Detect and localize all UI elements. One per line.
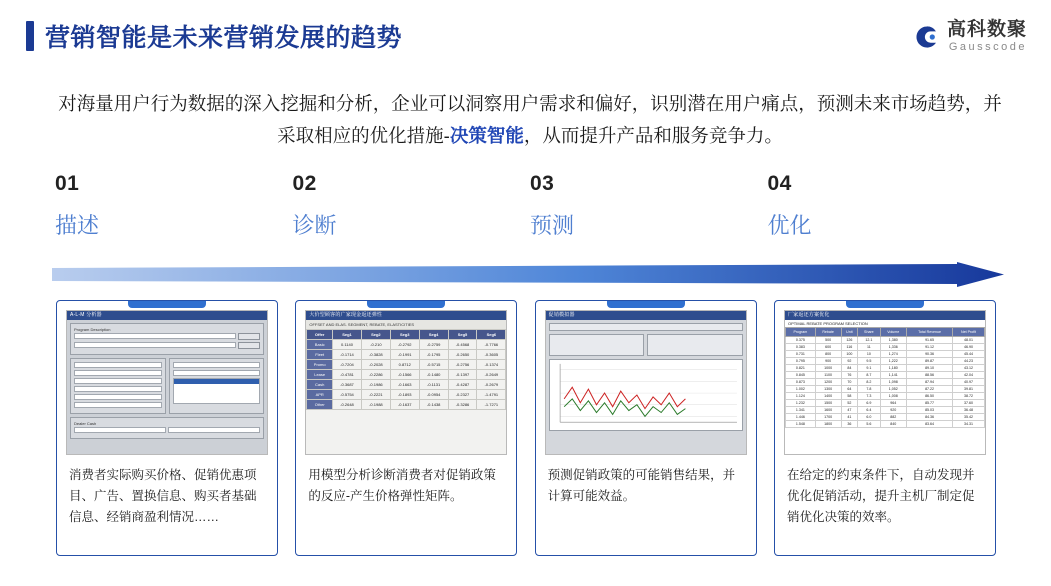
- cell: 0.873: [785, 379, 815, 386]
- cell: 6.0: [858, 414, 880, 421]
- cell: 89.87: [907, 358, 953, 365]
- screenshot-titlebar: 大价型顾客的广家现金返还弹性: [306, 311, 506, 320]
- cell: 0.383: [785, 344, 815, 351]
- action-button[interactable]: [238, 342, 260, 349]
- step-item-3: [530, 172, 768, 240]
- screenshot-titlebar: A-L-M 分析器: [67, 311, 267, 320]
- chart-svg: [550, 360, 742, 430]
- table-row: [785, 400, 984, 407]
- logo-name-en: Gausscode: [948, 41, 1027, 53]
- cell: 1700: [815, 414, 841, 421]
- logo-name-cn: 高科数聚: [946, 19, 1027, 40]
- incentives-panel: [169, 358, 265, 414]
- table-row: [785, 358, 984, 365]
- cell: 1,180: [880, 365, 907, 372]
- cell: 1.548: [785, 421, 815, 428]
- cell: -0.1397: [448, 370, 477, 380]
- table-row: [307, 350, 506, 360]
- text-field[interactable]: [74, 427, 166, 433]
- screenshot-subtitle: OPTIMAL REBATE PROGRAM SELECTION: [787, 321, 868, 326]
- cell: 1300: [815, 386, 841, 393]
- cell: -0.2028: [361, 360, 390, 370]
- card-tab: [607, 300, 685, 308]
- cell: 85.03: [907, 407, 953, 414]
- cell: -0.5754: [333, 390, 362, 400]
- cell: 42.04: [953, 372, 985, 379]
- cell: -0.7204: [333, 360, 362, 370]
- row-header: Cash: [307, 380, 333, 390]
- cell: 92: [841, 358, 858, 365]
- cell: -0.3286: [448, 400, 477, 410]
- cell: -0.4287: [448, 380, 477, 390]
- cell: 89.10: [907, 365, 953, 372]
- col-header: Seg5: [448, 330, 477, 340]
- cell: 5.6: [858, 421, 880, 428]
- cell: 91.12: [907, 344, 953, 351]
- cell: -0.1480: [419, 370, 448, 380]
- screenshot-subtitle: OFFSET AND ELAS. SEGMENT, REBATE, ELASTICITIES: [306, 320, 506, 329]
- cell: 500: [815, 337, 841, 344]
- cell: 48.01: [953, 337, 985, 344]
- cell: 46.90: [953, 344, 985, 351]
- cell: 85.77: [907, 400, 953, 407]
- cell: 37.60: [953, 400, 985, 407]
- cell: -0.210: [361, 340, 390, 350]
- arrow-icon: [52, 262, 1004, 288]
- cell: -0.2792: [390, 340, 419, 350]
- cell: -0.3687: [333, 380, 362, 390]
- cell: 45.44: [953, 351, 985, 358]
- cell: 39.81: [953, 386, 985, 393]
- cell: -0.2679: [477, 380, 506, 390]
- progress-arrow: [52, 262, 1004, 288]
- cell: -0.1893: [390, 390, 419, 400]
- cell: 1,052: [880, 386, 907, 393]
- table-row: [785, 337, 984, 344]
- table-row: [307, 340, 506, 350]
- card-caption: 预测促销政策的可能销售结果，并计算可能效益。: [547, 468, 736, 503]
- cell: 0.731: [785, 351, 815, 358]
- card-optimize[interactable]: [774, 300, 996, 556]
- cell: 1.232: [785, 400, 815, 407]
- cell: 40.97: [953, 379, 985, 386]
- cell: 44.23: [953, 358, 985, 365]
- cell: 58: [841, 393, 858, 400]
- cell: 86.50: [907, 393, 953, 400]
- cell: -0.2648: [333, 400, 362, 410]
- row-header: APR: [307, 390, 333, 400]
- col-header: Seg1: [333, 330, 362, 340]
- table-row: [785, 393, 984, 400]
- table-row: [307, 400, 506, 410]
- text-field[interactable]: [173, 370, 261, 376]
- screenshot-body: [546, 320, 746, 454]
- text-field[interactable]: [74, 370, 162, 376]
- col-header: Total Revenue: [907, 328, 953, 337]
- text-field[interactable]: [74, 342, 236, 348]
- step-item-1: [55, 172, 293, 240]
- cell: 800: [815, 351, 841, 358]
- lead-paragraph: [55, 88, 1005, 152]
- action-button[interactable]: [238, 333, 260, 340]
- options-panel[interactable]: [647, 334, 743, 356]
- cell: 90.36: [907, 351, 953, 358]
- cell: 84: [841, 365, 858, 372]
- table-row: [307, 380, 506, 390]
- cell: -0.3828: [361, 350, 390, 360]
- cell: 7.3: [858, 393, 880, 400]
- text-field[interactable]: [74, 378, 162, 384]
- cell: -0.1714: [333, 350, 362, 360]
- table-row: [785, 379, 984, 386]
- screenshot-body: [785, 320, 985, 454]
- card-screenshot-4: [784, 310, 986, 455]
- brand-logo: [914, 20, 1027, 53]
- col-header: Seg6: [477, 330, 506, 340]
- lead-highlight: 决策智能: [449, 125, 524, 146]
- page-title: [26, 18, 402, 54]
- cell: 882: [880, 414, 907, 421]
- settings-panel[interactable]: [549, 334, 645, 356]
- cell: -0.4781: [333, 370, 362, 380]
- cell: 8.2: [858, 379, 880, 386]
- table-header-row: [785, 328, 984, 337]
- table-row: [785, 365, 984, 372]
- cell: 0.845: [785, 372, 815, 379]
- cell: 1,222: [880, 358, 907, 365]
- cell: 1,380: [880, 337, 907, 344]
- step-label: 优化: [767, 213, 812, 238]
- cell: 1.124: [785, 393, 815, 400]
- col-header: Seg3: [390, 330, 419, 340]
- field-row: [74, 386, 162, 392]
- cell: -0.1991: [390, 350, 419, 360]
- step-label: 诊断: [292, 213, 337, 238]
- step-number: 01: [55, 172, 80, 195]
- cell: 100: [841, 351, 858, 358]
- card-screenshot-3: [545, 310, 747, 455]
- text-field[interactable]: [74, 362, 162, 368]
- cell: 0.1140: [333, 340, 362, 350]
- card-list: [56, 300, 996, 556]
- col-header: Net Profit: [953, 328, 985, 337]
- cell: -1.7271: [477, 400, 506, 410]
- field-row: [74, 402, 162, 408]
- cell: 1600: [815, 407, 841, 414]
- field-row: [74, 342, 260, 349]
- card-caption: 在给定的约束条件下，自动发现并优化促销活动，提升主机厂制定促销优化决策的效率。: [786, 468, 975, 524]
- table-row: [307, 360, 506, 370]
- cell: 35.42: [953, 414, 985, 421]
- cell: 600: [815, 344, 841, 351]
- card-tab: [128, 300, 206, 308]
- title-text: 营销智能是未来营销发展的趋势: [45, 24, 403, 52]
- elasticity-table: [306, 329, 506, 410]
- cell: 9.5: [858, 358, 880, 365]
- cell: 9.1: [858, 365, 880, 372]
- text-field[interactable]: [74, 394, 162, 400]
- table-row: [785, 344, 984, 351]
- cell: 7.8: [858, 386, 880, 393]
- cell: 1000: [815, 365, 841, 372]
- cell: -0.7766: [477, 340, 506, 350]
- cell: -0.1795: [419, 350, 448, 360]
- cell: 52: [841, 400, 858, 407]
- table-row: [307, 390, 506, 400]
- cell: 83.64: [907, 421, 953, 428]
- cell: 1,008: [880, 393, 907, 400]
- dealer-cash-panel: [70, 417, 264, 439]
- cell: 126: [841, 337, 858, 344]
- field-row: [74, 362, 162, 368]
- cell: -0.2221: [361, 390, 390, 400]
- cell: 84.36: [907, 414, 953, 421]
- text-field[interactable]: [168, 427, 260, 433]
- cell: -0.2649: [477, 370, 506, 380]
- col-header: Seg4: [419, 330, 448, 340]
- gausscode-logo-icon: [914, 24, 940, 50]
- row-header: Basic: [307, 340, 333, 350]
- cell: 36: [841, 421, 858, 428]
- cell: 0.795: [785, 358, 815, 365]
- cell: 87.94: [907, 379, 953, 386]
- text-field[interactable]: [74, 402, 162, 408]
- step-number: 04: [767, 172, 792, 195]
- title-accent-bar: [26, 21, 34, 51]
- field-row: [74, 370, 162, 376]
- field-row: [74, 394, 162, 400]
- lead-part-1: 对海量用户行为数据的深入挖掘和分析，企业可以洞察用户需求和偏好，识别潜在用户痛点，预测未来市场趋势，并采取相应的优化措施-: [58, 93, 1002, 146]
- panel-label: Program Description: [74, 327, 111, 332]
- cell: 1,141: [880, 372, 907, 379]
- parameters-panel: [70, 358, 166, 414]
- step-item-4: [768, 172, 1006, 240]
- col-header: Volume: [880, 328, 907, 337]
- screenshot-titlebar: 促销模拟器: [546, 311, 746, 320]
- cell: -0.5715: [419, 360, 448, 370]
- step-label: 描述: [55, 213, 100, 238]
- card-caption: 用模型分析诊断消费者对促销政策的反应-产生价格弹性矩阵。: [308, 468, 496, 503]
- table-row: [785, 421, 984, 428]
- col-header: Share: [858, 328, 880, 337]
- cell: 0.8712: [390, 360, 419, 370]
- selection-listbox[interactable]: [173, 378, 261, 404]
- cell: -1.4791: [477, 390, 506, 400]
- cell: 1.446: [785, 414, 815, 421]
- cell: 8.7: [858, 372, 880, 379]
- cell: 70: [841, 379, 858, 386]
- field-row: [173, 362, 261, 368]
- cell: 1,336: [880, 344, 907, 351]
- cell: 920: [880, 407, 907, 414]
- toolbar-strip[interactable]: [549, 323, 743, 331]
- card-caption: 消费者实际购买价格、促销优惠项目、广告、置换信息、购买者基础信息、经销商盈利情况……: [69, 468, 257, 524]
- cell: -0.2327: [448, 390, 477, 400]
- cell: 1400: [815, 393, 841, 400]
- screenshot-titlebar: 厂家返还方案优化: [785, 311, 985, 320]
- cell: -0.1986: [361, 380, 390, 390]
- cell: 0.821: [785, 365, 815, 372]
- cell: 38.72: [953, 393, 985, 400]
- field-row: [74, 333, 260, 340]
- cell: 900: [815, 358, 841, 365]
- screenshot-body: [306, 320, 506, 454]
- step-list: [55, 172, 1005, 240]
- table-header-row: [307, 330, 506, 340]
- screenshot-body: [67, 320, 267, 454]
- cell: 76: [841, 372, 858, 379]
- text-field[interactable]: [74, 386, 162, 392]
- cell: 964: [880, 400, 907, 407]
- cell: -0.4568: [448, 340, 477, 350]
- card-tab: [367, 300, 445, 308]
- panel-label: Dealer Cash: [74, 421, 97, 426]
- cell: 840: [880, 421, 907, 428]
- cell: 47: [841, 407, 858, 414]
- cell: 1.002: [785, 386, 815, 393]
- card-screenshot-2: [305, 310, 507, 455]
- table-row: [785, 386, 984, 393]
- field-row: [74, 427, 260, 433]
- col-header: Seg2: [361, 330, 390, 340]
- cell: 12.1: [858, 337, 880, 344]
- col-header: Offer: [307, 330, 333, 340]
- table-row: [307, 370, 506, 380]
- cell: -0.2756: [448, 360, 477, 370]
- col-header: Program: [785, 328, 815, 337]
- cell: 6.4: [858, 407, 880, 414]
- text-field[interactable]: [173, 362, 261, 368]
- cell: -0.1374: [477, 360, 506, 370]
- cell: 10: [858, 351, 880, 358]
- program-description-panel: [70, 323, 264, 355]
- card-diagnose[interactable]: [295, 300, 517, 556]
- cell: 64: [841, 386, 858, 393]
- cell: 36.48: [953, 407, 985, 414]
- logo-text-block: [947, 20, 1027, 53]
- row-header: Promo: [307, 360, 333, 370]
- cell: -0.2650: [448, 350, 477, 360]
- cell: 88.56: [907, 372, 953, 379]
- cell: 6.9: [858, 400, 880, 407]
- col-header: Unit: [841, 328, 858, 337]
- field-row: [173, 370, 261, 376]
- cell: 87.22: [907, 386, 953, 393]
- card-tab: [846, 300, 924, 308]
- cell: -0.1438: [419, 400, 448, 410]
- lead-part-2: ，从而提升产品和服务竞争力。: [523, 125, 783, 146]
- row-header: Other: [307, 400, 333, 410]
- cell: 0.375: [785, 337, 815, 344]
- cell: -0.1131: [419, 380, 448, 390]
- cell: 91.65: [907, 337, 953, 344]
- cell: 41: [841, 414, 858, 421]
- cell: 34.31: [953, 421, 985, 428]
- cell: -0.1663: [390, 380, 419, 390]
- selected-row: [174, 379, 260, 384]
- field-row: [74, 378, 162, 384]
- cell: 1100: [815, 372, 841, 379]
- cell: 1,274: [880, 351, 907, 358]
- card-screenshot-1: [66, 310, 268, 455]
- cell: 1500: [815, 400, 841, 407]
- cell: -0.2286: [361, 370, 390, 380]
- cell: -0.2759: [419, 340, 448, 350]
- cell: 1.341: [785, 407, 815, 414]
- cell: -0.1566: [390, 370, 419, 380]
- cell: 11: [858, 344, 880, 351]
- cell: -0.1988: [361, 400, 390, 410]
- step-item-2: [293, 172, 531, 240]
- cell: 43.12: [953, 365, 985, 372]
- card-describe[interactable]: [56, 300, 278, 556]
- cell: 1800: [815, 421, 841, 428]
- forecast-chart: [549, 359, 743, 431]
- step-label: 预测: [530, 213, 575, 238]
- table-row: [785, 351, 984, 358]
- card-predict[interactable]: [535, 300, 757, 556]
- text-field[interactable]: [74, 333, 236, 339]
- optimization-table: [785, 327, 985, 428]
- cell: -0.0954: [419, 390, 448, 400]
- cell: 116: [841, 344, 858, 351]
- cell: 1,098: [880, 379, 907, 386]
- cell: -0.1637: [390, 400, 419, 410]
- cell: -0.3605: [477, 350, 506, 360]
- row-header: Lease: [307, 370, 333, 380]
- step-number: 02: [292, 172, 317, 195]
- row-header: Fleet: [307, 350, 333, 360]
- cell: 1200: [815, 379, 841, 386]
- col-header: Rebate: [815, 328, 841, 337]
- table-row: [785, 414, 984, 421]
- step-number: 03: [530, 172, 555, 195]
- table-row: [785, 407, 984, 414]
- table-row: [785, 372, 984, 379]
